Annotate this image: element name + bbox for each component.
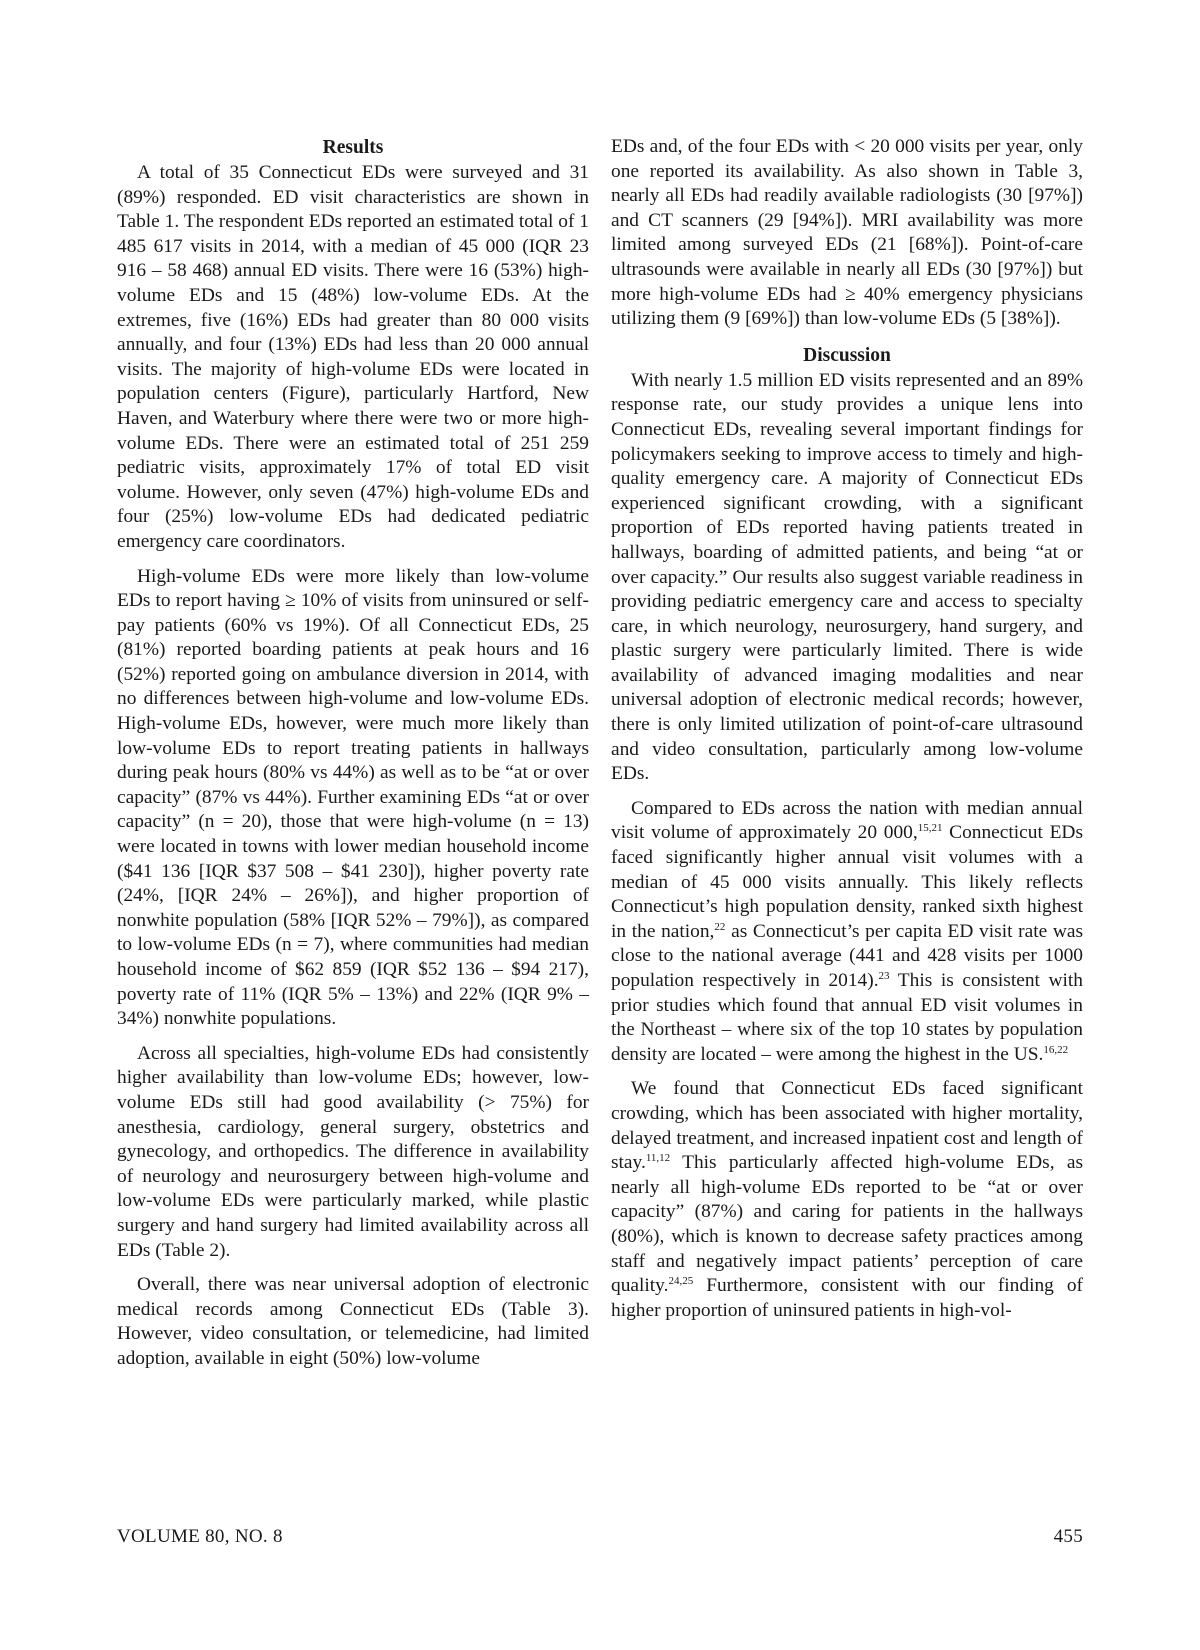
left-column bbox=[117, 135, 589, 1382]
results-continued-paragraph: EDs and, of the four EDs with < 20 000 visits per year, only one reported its availability. As also shown in Table 3, nearly all EDs had readily available radiologists (30 [97%]) and CT scanners (29 [94%]). MRI availability was more limited among surveyed EDs (21 [68%]). Point-of-care ultrasounds were available in nearly all EDs (30 [97%]) but more high-volume EDs had ≥ 40% emergency physicians utilizing them (9 [69%]) than low-volume EDs (5 [38%]). bbox=[611, 136, 1083, 330]
text-segment: This is consistent with prior studies which found that annual ED visit volumes in the Northeast – where six of the top 10 states by population density are located – were among the highest in the US. bbox=[611, 970, 1083, 1065]
citation-ref: 23 bbox=[878, 970, 890, 982]
journal-volume: VOLUME 80, NO. 8 bbox=[117, 1526, 283, 1547]
page-number: 455 bbox=[1053, 1526, 1083, 1547]
discussion-paragraph-1: With nearly 1.5 million ED visits represented and an 89% response rate, our study provides a unique lens into Connecticut EDs, revealing several important findings for policymakers seeking to improve access to timely and high-quality emergency care. A majority of Connecticut EDs experienced significant crowding, with a significant proportion of EDs reported having patients treated in hallways, boarding of admitted patients, and being “at or over capacity.” Our results also suggest variable readiness in providing pediatric emergency care and access to specialty care, in which neurology, neurosurgery, hand surgery, and plastic surgery were particularly limited. There is wide availability of advanced imaging modalities and near universal adoption of electronic medical records; however, there is only limited utilization of point-of-care ultrasound and video consultation, particularly among low-volume EDs. bbox=[611, 369, 1083, 785]
text-segment: Compared to EDs across the nation with median annual visit volume of approximately 20 000, bbox=[611, 797, 1083, 844]
citation-ref: 16,22 bbox=[1043, 1043, 1069, 1056]
text-segment: Furthermore, consistent with our finding of higher proportion of uninsured patients in high-vol- bbox=[611, 1275, 1083, 1321]
discussion-paragraph-3 bbox=[611, 1077, 1083, 1323]
results-paragraph-2: High-volume EDs were more likely than low-volume EDs to report having ≥ 10% of visits from uninsured or self-pay patients (60% vs 19%). Of all Connecticut EDs, 25 (81%) reported boarding patients at peak hours and 16 (52%) reported going on ambulance diversion in 2014, with no differences between high-volume and low-volume EDs. High-volume EDs, however, were much more likely than low-volume EDs to report treating patients in hallways during peak hours (80% vs 44%) as well as to be “at or over capacity” (87% vs 44%). Further examining EDs “at or over capacity” (n = 20), those that were high-volume (n = 13) were located in towns with lower median household income ($41 136 [IQR $37 508 – $41 230]), higher poverty rate (24%, [IQR 24% – 26%]), and higher proportion of nonwhite population (58% [IQR 52% – 79%]), as compared to low-volume EDs (n = 7), where communities had median household income of $62 859 (IQR $52 136 – $94 217), poverty rate of 11% (IQR 5% – 13%) and 22% (IQR 9% – 34%) nonwhite populations. bbox=[117, 565, 589, 1030]
citation-ref: 24,25 bbox=[668, 1275, 694, 1288]
citation-ref: 22 bbox=[714, 920, 726, 933]
results-paragraph-1: A total of 35 Connecticut EDs were surveyed and 31 (89%) responded. ED visit characteristics are shown in Table 1. The respondent EDs reported an estimated total of 1 485 617 visits in 2014, with a median of 45 000 (IQR 23 916 – 58 468) annual ED visits. There were 16 (53%) high-volume EDs and 15 (48%) low-volume EDs. At the extremes, five (16%) EDs had greater than 80 000 visits annually, and four (13%) EDs had less than 20 000 annual visits. The majority of high-volume EDs were located in population centers (Figure), particularly Hartford, New Haven, and Waterbury where there were two or more high-volume EDs. There were an estimated total of 251 259 pediatric visits, approximately 17% of total ED visit volume. However, only seven (47%) high-volume EDs and four (25%) low-volume EDs had dedicated pediatric emergency care coordinators. bbox=[117, 162, 589, 552]
citation-ref: 15,21 bbox=[917, 822, 943, 835]
text-segment: This particularly affected high-volume EDs, as nearly all high-volume EDs reported to be “at or over capacity” (87%) and caring for patients in the hallways (80%), which is known to decrease safety practices among staff and negatively impact patients’ perception of care quality. bbox=[611, 1152, 1083, 1297]
results-paragraph-4: Overall, there was near universal adoption of electronic medical records among Connecticut EDs (Table 3). However, video consultation, or telemedicine, had limited adoption, available in eight (50%) low-volume bbox=[117, 1274, 589, 1369]
discussion-heading: Discussion bbox=[803, 344, 891, 366]
text-segment: We found that Connecticut EDs faced significant crowding, which has been associated with higher mortality, delayed treatment, and increased inpatient cost and length of stay. bbox=[611, 1078, 1083, 1174]
results-paragraph-3: Across all specialties, high-volume EDs had consistently higher availability than low-volume EDs; however, low-volume EDs still had good availability (> 75%) for anesthesia, cardiology, general surgery, obstetrics and gynecology, and orthopedics. The difference in availability of neurology and neurosurgery between high-volume and low-volume EDs were particularly marked, while plastic surgery and hand surgery had limited availability across all EDs (Table 2). bbox=[117, 1042, 589, 1261]
discussion-paragraph-2 bbox=[611, 797, 1083, 1068]
text-segment: Connecticut EDs faced significantly higher annual visit volumes with a median of 45 000 visits annually. This likely reflects Connecticut’s high population density, ranked sixth highest in the nation, bbox=[611, 822, 1083, 942]
right-column bbox=[611, 135, 1083, 1333]
results-heading: Results bbox=[322, 137, 384, 158]
citation-ref: 11,12 bbox=[645, 1152, 671, 1165]
text-segment: as Connecticut’s per capita ED visit rate was close to the national average (441 and 428 visits per 1000 population respectively in 2014). bbox=[611, 920, 1083, 991]
